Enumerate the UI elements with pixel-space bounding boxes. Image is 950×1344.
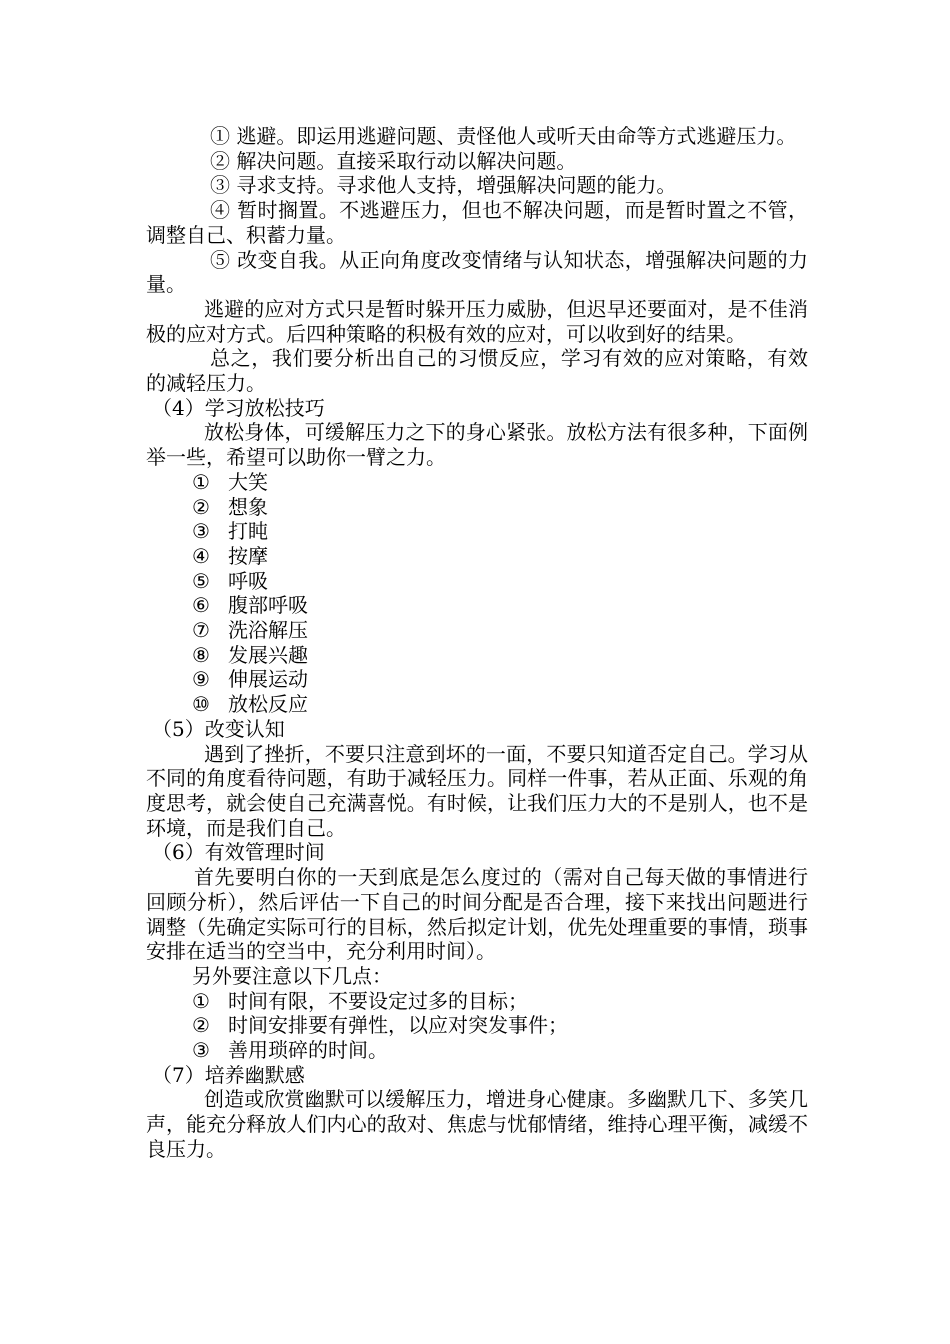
section-6-note: 另外要注意以下几点：: [192, 963, 392, 988]
list-item-text: 放松反应: [228, 692, 308, 717]
list-item-number: ③: [192, 1038, 210, 1063]
coping-item-solve: ② 解决问题。直接采取行动以解决问题。: [210, 148, 577, 173]
list-item-text: 想象: [228, 494, 268, 519]
list-item-text: 大笑: [228, 469, 268, 494]
coping-item-postpone: ④ 暂时搁置。不逃避压力，但也不解决问题，而是暂时置之不管，调整自己、积蓄力量。: [146, 198, 808, 247]
coping-summary: 逃避的应对方式只是暂时躲开压力威胁，但迟早还要面对，是不佳消极的应对方式。后四种策略的积极有效的应对，可以收到好的结果。: [146, 296, 808, 346]
coping-conclusion: 总之，我们要分析出自己的习惯反应，学习有效的应对策略，有效的减轻压力。: [146, 346, 808, 396]
section-4-intro: 放松身体，可缓解压力之下的身心紧张。放松方法有很多种，下面例举一些，希望可以助你一臂之力。: [146, 420, 808, 470]
list-item-number: ④: [192, 543, 210, 568]
document-page: [146, 124, 808, 1162]
list-item-number: ①: [192, 988, 210, 1013]
section-4-heading: （4）学习放松技巧: [152, 395, 325, 420]
list-item: [146, 1038, 808, 1063]
section-5-body: 遇到了挫折，不要只注意到坏的一面，不要只知道否定自己。学习从不同的角度看待问题，有助于减轻压力。同样一件事，若从正面、乐观的角度思考，就会使自己充满喜悦。有时候，让我们压力大的不是别人，也不是环境，而是我们自己。: [146, 741, 808, 840]
coping-item-avoid: ① 逃避。即运用逃避问题、责怪他人或听天由命等方式逃避压力。: [210, 124, 797, 148]
list-item-number: ⑤: [192, 568, 210, 593]
relaxation-method-list: [146, 470, 808, 717]
list-item-text: 呼吸: [228, 568, 268, 593]
section-6-body: 首先要明白你的一天到底是怎么度过的（需对自己每天做的事情进行回顾分析），然后评估一下自己的时间分配是否合理，接下来找出问题进行调整（先确定实际可行的目标，然后拟定计划，优先处理重要的事情，琐事安排在适当的空当中，充分利用时间）。: [146, 865, 808, 964]
list-item: [146, 989, 808, 1014]
list-item-number: ⑨: [192, 667, 210, 692]
coping-item-support: ③ 寻求支持。寻求他人支持，增强解决问题的能力。: [210, 173, 677, 198]
list-item: [146, 519, 808, 544]
list-item-number: ⑩: [192, 692, 210, 717]
list-item-text: 发展兴趣: [228, 642, 308, 667]
list-item-text: 伸展运动: [228, 667, 308, 692]
list-item-text: 打盹: [228, 519, 268, 544]
list-item-text: 按摩: [228, 543, 268, 568]
list-item: [146, 1013, 808, 1038]
time-tips-list: [146, 989, 808, 1063]
list-item-text: 腹部呼吸: [228, 593, 308, 618]
list-item-number: ⑧: [192, 642, 210, 667]
list-item-text: 时间有限，不要设定过多的目标；: [228, 988, 528, 1013]
list-item: [146, 544, 808, 569]
list-item-number: ②: [192, 1013, 210, 1038]
section-6-heading: （6）有效管理时间: [152, 840, 325, 865]
list-item: [146, 495, 808, 520]
list-item-number: ⑥: [192, 593, 210, 618]
coping-item-change-self: ⑤ 改变自我。从正向角度改变情绪与认知状态，增强解决问题的力量。: [146, 247, 808, 297]
list-item: [146, 667, 808, 692]
list-item-text: 善用琐碎的时间。: [228, 1038, 388, 1063]
list-item: [146, 470, 808, 495]
list-item-number: ⑦: [192, 618, 210, 643]
list-item: [146, 643, 808, 668]
list-item-number: ③: [192, 519, 210, 544]
section-7-body: 创造或欣赏幽默可以缓解压力，增进身心健康。多幽默几下、多笑几声，能充分释放人们内心的敌对、焦虑与忧郁情绪，维持心理平衡，减缓不良压力。: [146, 1087, 808, 1161]
list-item: [146, 692, 808, 717]
list-item-number: ①: [192, 469, 210, 494]
list-item-text: 时间安排要有弹性，以应对突发事件；: [228, 1013, 568, 1038]
list-item: [146, 569, 808, 594]
list-item-text: 洗浴解压: [228, 618, 308, 643]
section-5-heading: （5）改变认知: [152, 716, 285, 741]
list-item-number: ②: [192, 494, 210, 519]
list-item: [146, 618, 808, 643]
list-item: [146, 593, 808, 618]
section-7-heading: （7）培养幽默感: [152, 1062, 305, 1087]
